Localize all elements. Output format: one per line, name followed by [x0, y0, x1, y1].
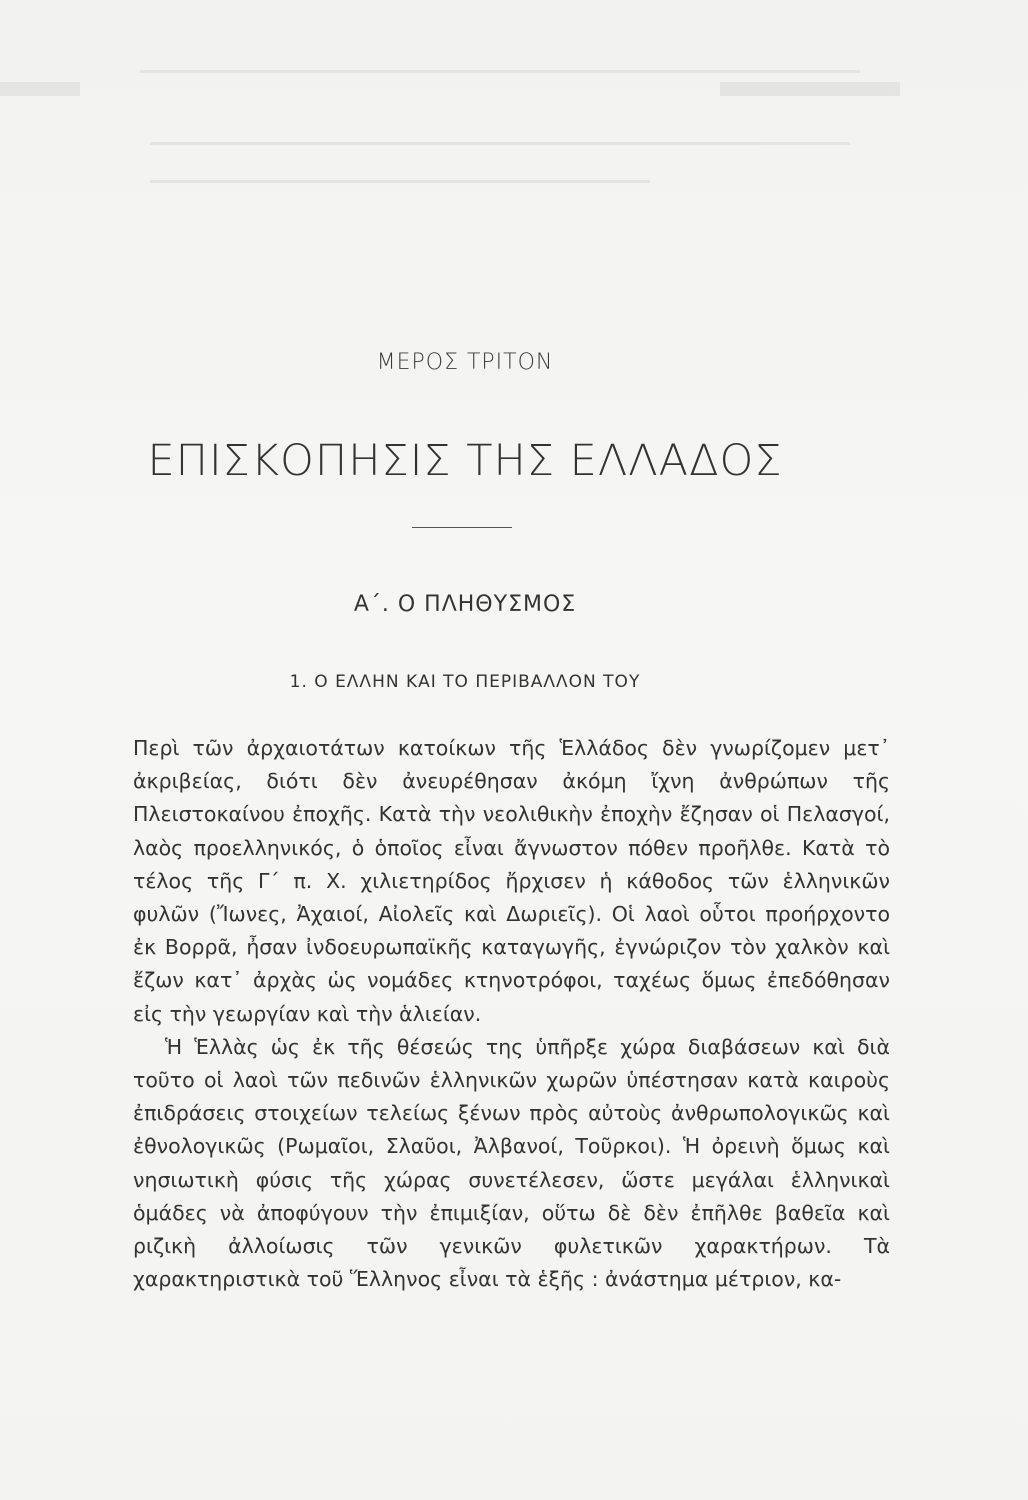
subsection-title: 1. Ο ΕΛΛΗΝ ΚΑΙ ΤΟ ΠΕΡΙΒΑΛΛΟΝ ΤΟΥ — [289, 672, 641, 692]
paragraph-2: Ἡ Ἑλλὰς ὡς ἐκ τῆς θέσεώς της ὑπῆρξε χώρα διαβάσεων καὶ διὰ τοῦτο οἱ λαοὶ τῶν πεδινῶν ἑλληνικῶν χωρῶν ὑπέστησαν κατὰ καιροὺς ἐπιδράσεις στοιχείων τελείως ξένων πρὸς αὐτοὺς ἀνθρωπολογικῶς καὶ ἐθνολογικῶς (Ρωμαῖοι, Σλαῦοι, Ἀλβανοί, Τοῦρκοι). Ἡ ὀρεινὴ ὅμως καὶ νησιωτικὴ φύσις τῆς χώρας συνετέλεσεν, ὥστε μεγάλαι ἑλληνικαὶ ὁμάδες νὰ ἀποφύγουν τὴν ἐπιμιξίαν, οὕτω δὲ δὲν ἐπῆλθε βαθεῖα καὶ ριζικὴ ἀλλοίωσις τῶν γενικῶν φυλετικῶν χαρακτήρων. Τὰ χαρακτηριστικὰ τοῦ Ἕλληνος εἶναι τὰ ἑξῆς : ἀνάστημα μέτριον, κα- — [133, 1034, 890, 1292]
show-through-header — [0, 60, 1028, 200]
main-title: ΕΠΙΣΚΟΠΗΣΙΣ ΤΗΣ ΕΛΛΑΔΟΣ — [147, 436, 783, 486]
section-title: Α΄. Ο ΠΛΗΘΥΣΜΟΣ — [353, 592, 577, 617]
paragraph-1: Περὶ τῶν ἀρχαιοτάτων κατοίκων τῆς Ἑλλάδος δὲν γνωρίζομεν μετ᾿ ἀκριβείας, διότι δὲν ἀνευρέθησαν ἀκόμη ἴχνη ἀνθρώπων τῆς Πλειστοκαίνου ἐποχῆς. Κατὰ τὴν νεολιθικὴν ἐποχὴν ἔζησαν οἱ Πελασγοί, λαὸς προελληνικός, ὁ ὁποῖος εἶναι ἄγνωστον πόθεν προῆλθε. Κατὰ τὸ τέλος τῆς Γ΄ π. Χ. χιλιετηρίδος ἤρχισεν ἡ κάθοδος τῶν ἑλληνικῶν φυλῶν (Ἴωνες, Ἀχαιοί, Αἰολεῖς καὶ Δωριεῖς). Οἱ λαοὶ οὗτοι προήρχοντο ἐκ Βορρᾶ, ἦσαν ἰνδοευρωπαϊκῆς καταγωγῆς, ἐγνώριζον τὸν χαλκὸν καὶ ἔζων κατ᾿ ἀρχὰς ὡς νομάδες κτηνοτρόφοι, ταχέως ὅμως ἐπεδόθησαν εἰς τὴν γεωργίαν καὶ τὴν ἁλιείαν. — [133, 736, 890, 1026]
part-label: ΜΕΡΟΣ ΤΡΙΤΟΝ — [376, 350, 554, 375]
body-text — [133, 732, 890, 1296]
title-divider — [412, 527, 512, 528]
